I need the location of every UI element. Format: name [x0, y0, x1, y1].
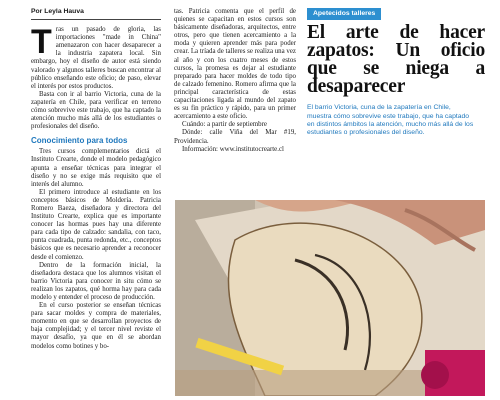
lead-text: El barrio Victoria, cuna de la zapatería en Chile, muestra cómo sobrevive este trabajo, que ha captado en distintos ámbitos la atención, mucho más allá de los estudiantes o profesionales del diseño.: [307, 104, 474, 137]
column-1: [31, 8, 161, 351]
photo-illustration: [175, 200, 485, 396]
info-web: Información: www.institutocrearte.cl: [182, 145, 284, 153]
shoe-pattern-photo: [175, 200, 485, 396]
byline: Por Leyla Hauva: [31, 8, 161, 20]
column-3: [307, 8, 485, 138]
intro-text-1: ras un pasado de gloria, las importaciones "made in China" amenazaron con hacer desaparecer a la industria zapatera local. Sin embargo, hoy el diseño de autor está siendo valorado y algunos talleres buscan encontrar al público enseñando este oficio; de paso, elevar el interés por estos productos.: [31, 26, 161, 90]
section-paragraph-1: Tres cursos complementarios dictá el Instituto Crearte, donde el modelo pedagógico apunta a enseñar técnicas para integrar el diseño y no se exige más requisito que el interés del alumno.: [31, 148, 161, 188]
col2-paragraph: tas. Patricia comenta que el perfil de quienes se capacitan en estos cursos son básicamente diseñadoras, arquitectos, entre otros, pero que tienen acercamiento a la moda y quieren aprender más para poder crear. La tríada de talleres se realiza una vez al año y con los cuatro meses de estos cursos, la promesa es dejar al estudiante preparado para hacer moldes de todo tipo de calzado femenino. Romero afirma que la principal característica de estas capacitaciones ligada al mundo del zapato es su fin práctico y rápido, para un primer acercamiento a este oficio.: [174, 8, 296, 121]
info-when: Cuándo: a partir de septiembre: [182, 121, 267, 129]
intro-paragraph-1: [31, 23, 161, 91]
section-paragraph-3: Dentro de la formación inicial, la diseñadora destaca que los alumnos visitan el barrio Victoria para conocer in situ cómo se realizan los zapatos, qué horma hay para cada modelo y entender el proceso de producción.: [31, 261, 161, 301]
column-2: [174, 8, 296, 154]
intro-paragraph-2: Basta con ir al barrio Victoria, cuna de la zapatería en Chile, para verificar en terreno cómo sobrevive este trabajo, que ha captado la atención mucho más allá de los estudiantes o profesionales del diseño.: [31, 90, 161, 131]
kicker-badge: Apetecidos talleres: [307, 8, 381, 20]
section-paragraph-2: El primero introduce al estudiante en los conceptos básicos de Moldería. Patricia Romero Baeza, diseñadora y directora del Instituto Crearte, explica que es importante conocer las hormas pues hay una diferente para cada tipo de calzado: sandalia, con taco, punta cuadrada, punta redonda, etc., conceptos básicos que es necesario aprender a reconocer desde el comienzo.: [31, 188, 161, 261]
section-heading: Conocimiento para todos: [31, 136, 128, 146]
info-where: Dónde: calle Viña del Mar #19, Providencia.: [174, 129, 296, 145]
section-paragraph-4: En el curso posterior se enseñan técnicas para sacar moldes y compra de materiales, momento en que se desarrollan proyectos de baja complejidad; y el tercer nivel reviste el mayor desafío, ya que en él se abordan modelos como botines y bo-: [31, 302, 161, 350]
drop-cap: T: [31, 23, 52, 62]
headline: El arte de hacer zapatos: Un oficio que se niega a desaparecer: [307, 22, 485, 98]
